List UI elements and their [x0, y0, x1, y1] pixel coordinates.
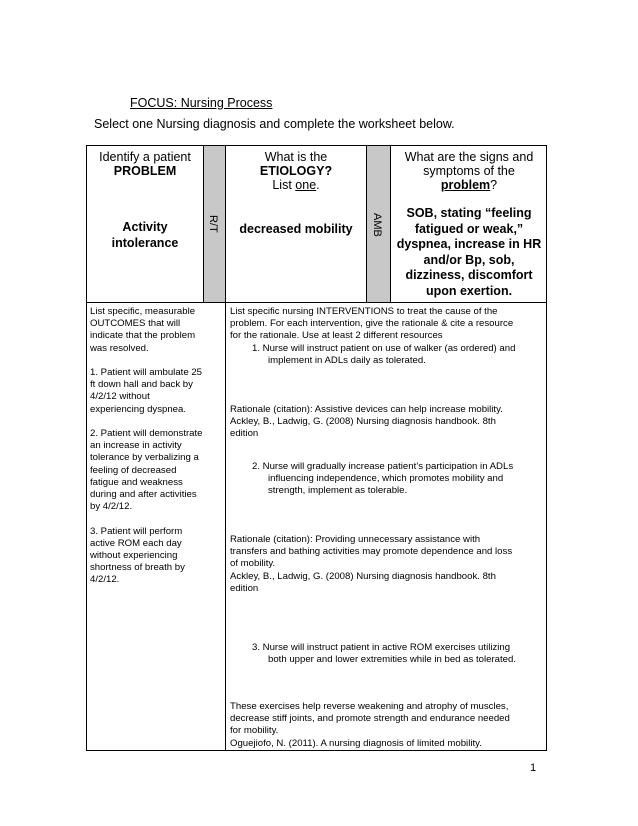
outcomes-line: 3. Patient will perform	[90, 525, 183, 537]
rationale-line: decrease stiff joints, and promote strength and endurance needed	[230, 713, 510, 725]
intervention-1: 1. Nurse will instruct patient on use of walker (as ordered) and	[252, 342, 516, 354]
problem-answer-line2: intolerance	[111, 236, 179, 250]
outcomes-line: shortness of breath by	[90, 562, 185, 574]
outcomes-line: indicate that the problem	[90, 330, 196, 342]
etiology-header	[227, 150, 365, 192]
rationale-line: These exercises help reverse weakening and atrophy of muscles,	[230, 701, 509, 712]
outcomes-line: without experiencing	[90, 550, 178, 562]
problem-answer	[88, 220, 202, 250]
outcomes-line: an increase in activity	[90, 440, 182, 452]
symptoms-answer-line4: and/or Bp, sob,	[423, 252, 515, 267]
interventions-line: for the rationale. Use at least 2 different resources	[230, 330, 443, 342]
symptoms-answer-line2: fatigued or weak,”	[414, 221, 524, 236]
symptoms-answer-line1: SOB, stating “feeling	[406, 206, 532, 220]
outcomes-line: ft down hall and back by	[90, 379, 193, 391]
symptoms-header-line2: symptoms of the	[423, 164, 515, 178]
focus-heading: FOCUS: Nursing Process	[130, 96, 273, 110]
outcomes-line: was resolved.	[90, 342, 149, 354]
outcomes-line: feeling of decreased	[90, 464, 177, 476]
rationale-1	[230, 404, 544, 441]
rationale-line: for mobility.	[230, 725, 279, 737]
rationale-line: Oguejiofo, N. (2011). A nursing diagnosis of limited mobility.	[230, 737, 482, 749]
symptoms-answer-line3: dyspnea, increase in HR	[396, 237, 542, 251]
interventions-line: problem. For each intervention, give the rationale & cite a resource	[230, 318, 514, 330]
symptoms-header-line1: What are the signs and	[404, 150, 534, 164]
rt-label: R/T	[207, 215, 219, 233]
rationale-2	[230, 534, 544, 595]
symptoms-header	[392, 150, 546, 192]
outcomes-line: 2. Patient will demonstrate	[90, 428, 203, 440]
outcomes-line: fatigue and weakness	[90, 476, 183, 488]
outcomes-line: active ROM each day	[90, 537, 182, 549]
problem-header-line2: PROBLEM	[113, 164, 177, 178]
rationale-line: edition	[230, 582, 259, 594]
intervention-line: both upper and lower extremities while in bed as tolerated.	[268, 654, 516, 666]
rationale-line: edition	[230, 428, 259, 440]
symptoms-answer	[392, 206, 546, 299]
rationale-line: of mobility.	[230, 558, 276, 570]
outcomes-line	[90, 416, 202, 428]
rationale-3	[230, 701, 544, 750]
outcomes-line: 4/2/12 without	[90, 391, 150, 403]
rationale-line: Rationale (citation): Assistive devices can help increase mobility.	[230, 404, 503, 415]
problem-header	[88, 150, 202, 178]
outcomes-line: tolerance by verbalizing a	[90, 452, 199, 464]
intervention-line: strength, implement as tolerable.	[268, 485, 408, 497]
outcomes-line: during and after activities	[90, 489, 197, 501]
symptoms-answer-line6: upon exertion.	[425, 283, 513, 298]
instruction-text: Select one Nursing diagnosis and complete the worksheet below.	[94, 117, 455, 131]
etiology-answer-text: decreased mobility	[239, 222, 353, 236]
outcomes-cell	[90, 306, 202, 587]
etiology-header-line1: What is the	[264, 150, 328, 164]
etiology-answer	[227, 222, 365, 236]
rationale-line: Ackley, B., Ladwig, G. (2008) Nursing diagnosis handbook. 8th	[230, 570, 496, 582]
outcomes-line	[90, 355, 202, 367]
problem-answer-line1: Activity	[122, 220, 168, 234]
symptoms-header-line3: problem?	[440, 178, 498, 192]
intervention-3	[230, 642, 544, 666]
rationale-line: transfers and bathing activities may promote dependence and loss	[230, 546, 513, 558]
etiology-header-line3: List one.	[272, 178, 320, 192]
intervention-2	[230, 461, 544, 498]
outcomes-line: experiencing dyspnea.	[90, 403, 187, 415]
amb-label: AMB	[371, 213, 383, 237]
page-number: 1	[530, 762, 537, 774]
intervention-line: influencing independence, which promotes mobility and	[268, 473, 504, 485]
intervention-line: 3. Nurse will instruct patient in active ROM exercises utilizing	[252, 642, 511, 653]
outcomes-line: OUTCOMES that will	[90, 318, 181, 330]
outcomes-line: List specific, measurable	[90, 306, 196, 317]
interventions-intro	[230, 306, 544, 367]
etiology-header-line2: ETIOLOGY?	[259, 164, 333, 178]
intervention-line: 2. Nurse will gradually increase patient’s participation in ADLs	[252, 461, 514, 472]
outcomes-line: 1. Patient will ambulate 25	[90, 367, 202, 379]
outcomes-line: by 4/2/12.	[90, 501, 133, 513]
problem-header-line1: Identify a patient	[99, 150, 191, 164]
intervention-1: implement in ADLs daily as tolerated.	[268, 354, 426, 366]
rationale-line: Rationale (citation): Providing unnecessary assistance with	[230, 534, 481, 545]
outcomes-line: 4/2/12.	[90, 574, 120, 586]
rationale-line: Ackley, B., Ladwig, G. (2008) Nursing diagnosis handbook. 8th	[230, 416, 496, 428]
symptoms-answer-line5: dizziness, discomfort	[405, 268, 533, 282]
interventions-line: List specific nursing INTERVENTIONS to treat the cause of the	[230, 306, 498, 317]
outcomes-line	[90, 513, 202, 525]
